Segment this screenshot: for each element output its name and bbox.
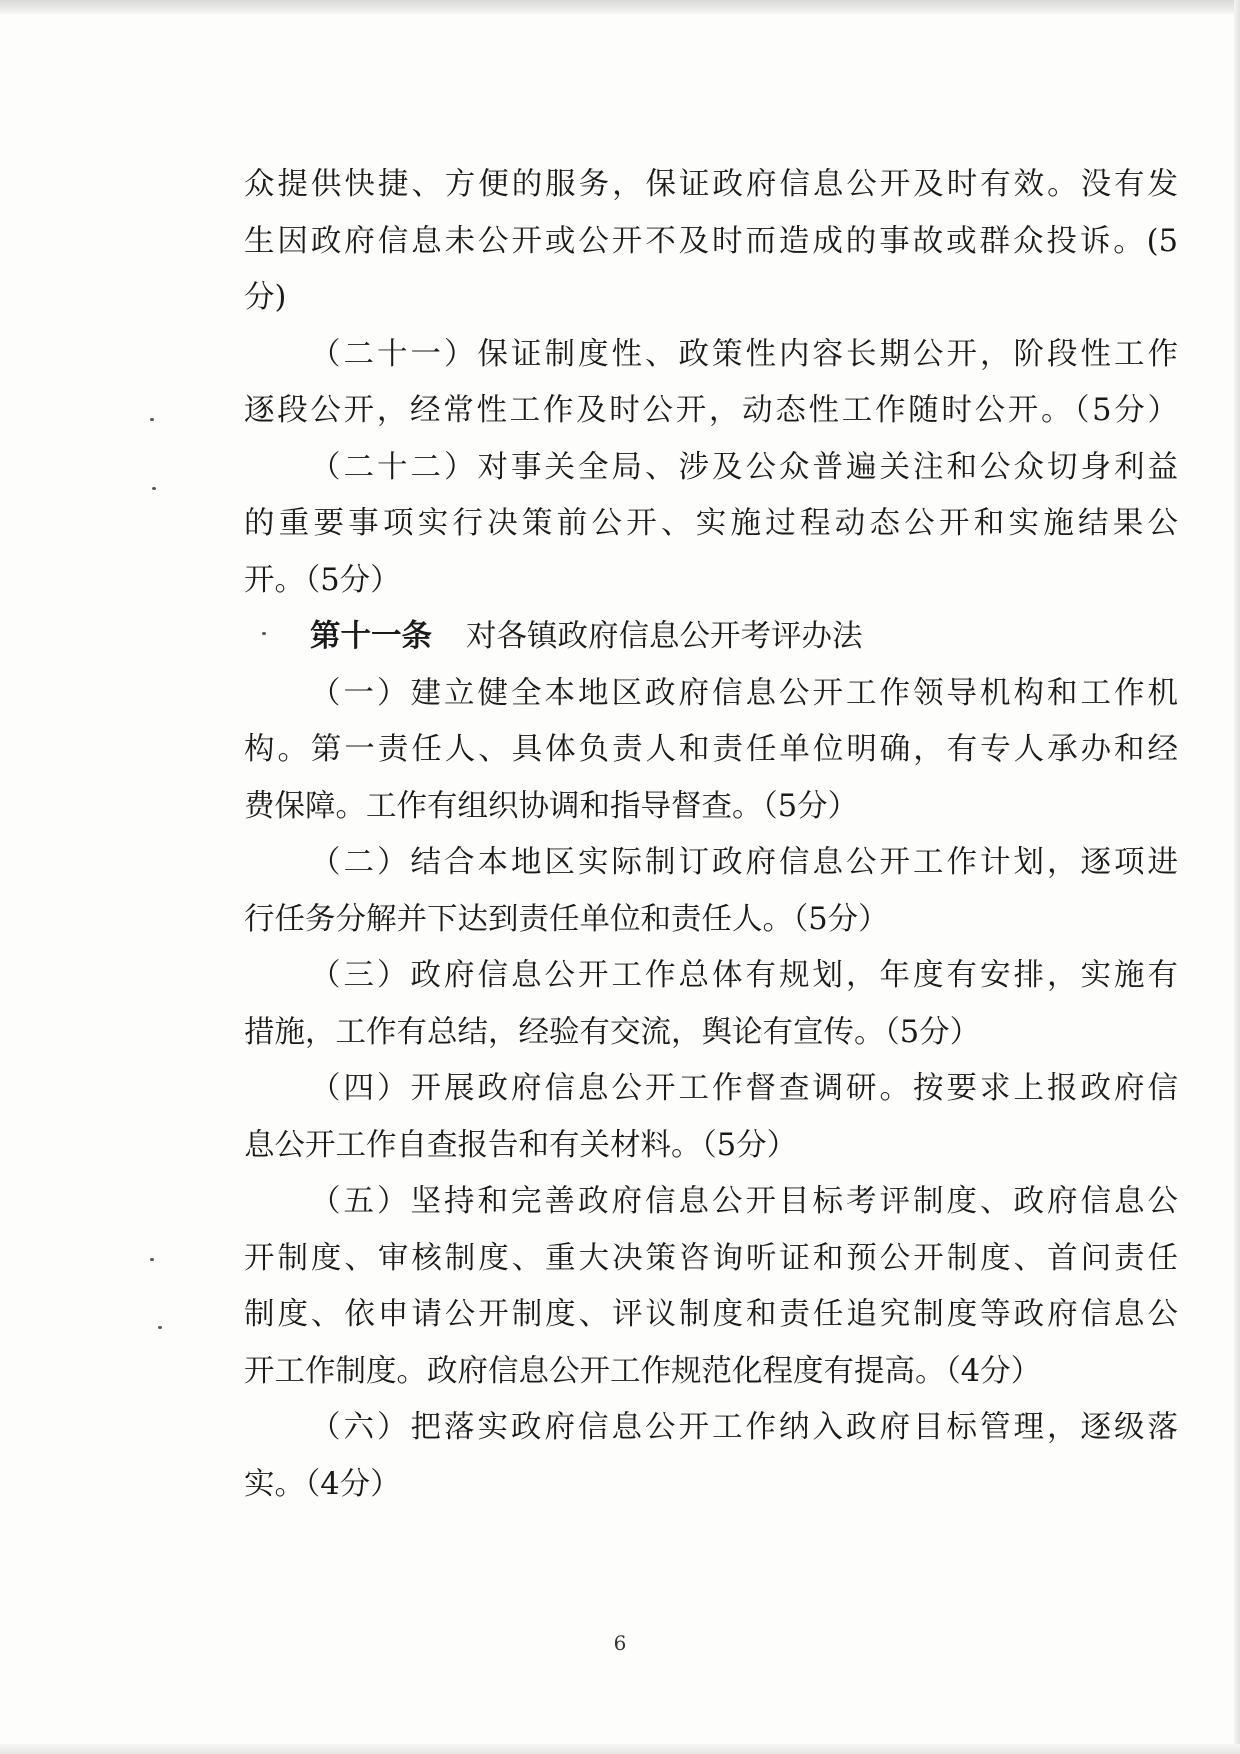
- scan-top-edge: [0, 0, 1240, 14]
- text-line: （二十二）对事关全局、涉及公众普遍关注和公众切身利益: [310, 449, 1178, 485]
- text-line: （五）坚持和完善政府信息公开目标考评制度、政府信息公: [310, 1184, 1178, 1219]
- text-line: 生因政府信息未公开或公开不及时而造成的事故或群众投诉。(5: [244, 223, 1178, 259]
- document-body: [244, 157, 1178, 1513]
- scan-speck: [152, 487, 156, 490]
- text-line: （六）把落实政府信息公开工作纳入政府目标管理，逐级落: [310, 1410, 1178, 1445]
- text-line: 逐段公开，经常性工作及时公开，动态性工作随时公开。（5分）: [244, 393, 1178, 428]
- text-line: （二十一）保证制度性、政策性内容长期公开，阶段性工作: [310, 336, 1178, 372]
- article-title: 对各镇政府信息公开考评办法: [466, 619, 863, 654]
- text-line: 分): [244, 280, 287, 315]
- page-number: 6: [613, 1631, 627, 1655]
- article-heading: [244, 609, 1178, 666]
- text-line: 费保障。工作有组织协调和指导督查。（5分）: [244, 788, 859, 824]
- text-line: 开制度、审核制度、重大决策咨询听证和预公开制度、首问责任: [244, 1240, 1178, 1276]
- text-line: 的重要事项实行决策前公开、实施过程动态公开和实施结果公: [244, 506, 1178, 541]
- text-line: 开工作制度。政府信息公开工作规范化程度有提高。（4分）: [244, 1353, 1042, 1389]
- paragraph: [244, 327, 1178, 440]
- paragraph: [244, 1174, 1178, 1400]
- article-number: 第十一条: [310, 619, 432, 654]
- text-line: 措施，工作有总结，经验有交流，舆论有宣传。（5分）: [244, 1014, 981, 1050]
- text-line: 行任务分解并下达到责任单位和责任人。（5分）: [244, 901, 889, 937]
- paragraph: [244, 1061, 1178, 1174]
- text-line: （四）开展政府信息公开工作督查调研。按要求上报政府信: [310, 1071, 1178, 1106]
- text-line: （二）结合本地区实际制订政府信息公开工作计划，逐项进: [310, 845, 1178, 880]
- scan-right-edge: [1234, 0, 1240, 1754]
- text-line: 实。（4分）: [244, 1466, 401, 1502]
- text-line: 构。第一责任人、具体负责人和责任单位明确，有专人承办和经: [244, 732, 1178, 767]
- text-line: 众提供快捷、方便的服务，保证政府信息公开及时有效。没有发: [244, 167, 1178, 202]
- scan-speck: [150, 418, 154, 421]
- scan-bottom-edge: [0, 1744, 1240, 1754]
- paragraph: [244, 1400, 1178, 1513]
- text-line: 开。（5分）: [244, 562, 401, 598]
- paragraph: [244, 835, 1178, 948]
- scan-speck: [158, 1326, 162, 1329]
- text-line: （一）建立健全本地区政府信息公开工作领导机构和工作机: [310, 675, 1178, 711]
- paragraph: [244, 157, 1178, 327]
- text-line: 息公开工作自查报告和有关材料。（5分）: [244, 1127, 798, 1163]
- paragraph: [244, 948, 1178, 1061]
- text-line: 制度、依申请公开制度、评议制度和责任追究制度等政府信息公: [244, 1297, 1178, 1332]
- paragraph: [244, 666, 1178, 836]
- text-line: （三）政府信息公开工作总体有规划，年度有安排，实施有: [310, 958, 1178, 993]
- paragraph: [244, 440, 1178, 610]
- scan-speck: [150, 1258, 154, 1261]
